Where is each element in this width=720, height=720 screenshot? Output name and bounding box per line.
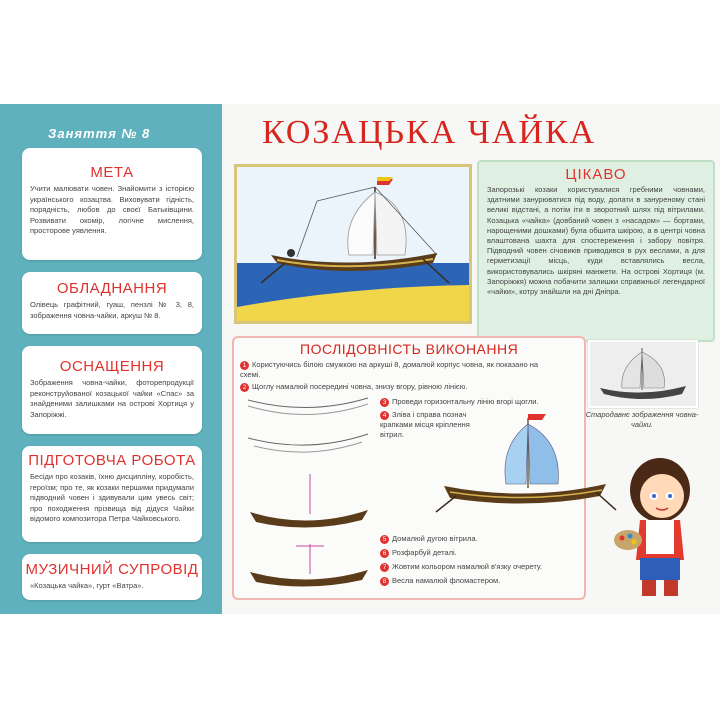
page-title: КОЗАЦЬКА ЧАЙКА — [262, 114, 597, 151]
goal-title: МЕТА — [90, 164, 134, 181]
step-text: Домалюй дугою вітрила. — [392, 534, 478, 543]
photo-caption: Стародавнє зображення човна-чайки. — [585, 410, 699, 429]
music-title: МУЗИЧНИЙ СУПРОВІД — [25, 561, 199, 578]
lesson-number: Заняття № 8 — [48, 126, 151, 141]
music-text: «Козацька чайка», гурт «Ватра». — [30, 581, 144, 590]
preparation-text: Бесіди про козаків, їхню дисципліну, коробість, героїзм; про те, як козаки першими придумали підводний човен і здивували цим увесь світ; про походження прізвища від дідуся Чайки відомого композитора Петра Чайковського. — [30, 472, 194, 523]
step-text: Весла намалюй фломастером. — [392, 576, 501, 585]
step-number: 1 — [240, 361, 249, 370]
step-text: Зліва і справа познач крапками місця кріплення вітрил. — [380, 410, 470, 439]
ship-drawing — [237, 167, 469, 321]
outfit-title: ОСНАЩЕННЯ — [59, 358, 165, 375]
equipment-title: ОБЛАДНАННЯ — [56, 280, 168, 297]
equipment-card — [22, 272, 202, 334]
outfit-card — [22, 346, 202, 434]
goal-text: Учити малювати човен. Знайомити з історією українського козацтва. Виховувати гідність, порядність, любов до своєї Батьківщини. Розвивати окомір, логічне мислення, просторове уявлення. — [30, 184, 194, 235]
interesting-text: Запорозькі козаки користувалися гребними човнами, здатними занурюватися під воду, долати в зануреному стані великі відстані, а потім іти в зворотний шлях під вітрилами. Козацька «чайка» (довбаний човен з «насадом» — бортами, нарощеними дошками) була обшита шкірою, а в центрі човна влаштована шахта для спостереження і забору повітря. Підводний човен січовиків приводився в рух веслами, а для герметизації місць, куди вставлялись весла, використовувались шкіряні манжети. На острові Хортиця (м. Запоріжжя) можна побачити залишки справжньої легендарної «чайки», котру знайшли на дні Дніпра. — [487, 185, 705, 297]
historical-ship-drawing — [590, 342, 696, 406]
music-card — [22, 554, 202, 600]
step-3 — [380, 397, 580, 407]
step-8 — [380, 576, 580, 586]
goal-card — [22, 148, 202, 260]
step-number: 7 — [380, 563, 389, 572]
step-text: Жовтим кольором намалюй в'язку очерету. — [392, 562, 542, 571]
step-2 — [240, 382, 540, 392]
preparation-card — [22, 446, 202, 542]
step-number: 6 — [380, 549, 389, 558]
step-number: 4 — [380, 411, 389, 420]
cossack-boy-illustration — [610, 450, 710, 610]
step-number: 8 — [380, 577, 389, 586]
outfit-text: Зображення човна-чайки, фоторепродукції реконструйованої козацької чайки «Спас» за знайденими залишками на острові Хортиця у Запоріжжі. — [30, 378, 194, 419]
steps-title: ПОСЛІДОВНІСТЬ ВИКОНАННЯ — [300, 341, 519, 357]
step-text: Проведи горизонтальну лінію вгорі щогли. — [392, 397, 539, 406]
step-5 — [380, 534, 580, 544]
historical-ship-photo — [588, 340, 698, 408]
step-text: Розфарбуй деталі. — [392, 548, 457, 557]
step-1 — [240, 360, 540, 380]
step-6 — [380, 548, 580, 558]
step-text: Щоглу намалюй посередині човна, знизу вгору, рівною лінією. — [252, 382, 468, 391]
step-number: 2 — [240, 383, 249, 392]
step-number: 5 — [380, 535, 389, 544]
interesting-facts-box — [477, 160, 715, 342]
step-number: 3 — [380, 398, 389, 407]
interesting-title: ЦІКАВО — [565, 166, 627, 183]
step-text: Користуючись білою смужкою на аркуші 8, домалюй корпус човна, як показано на схемі. — [240, 360, 539, 379]
preparation-title: ПІДГОТОВЧА РОБОТА — [28, 452, 196, 469]
equipment-text: Олівець графітний, гуаш, пензлі № 3, 8, зображення човна-чайки, аркуш № 8. — [30, 300, 194, 320]
step-ship-colored — [430, 412, 620, 532]
step-7 — [380, 562, 580, 572]
ship-illustration — [234, 164, 472, 324]
step-schematics — [244, 394, 374, 594]
